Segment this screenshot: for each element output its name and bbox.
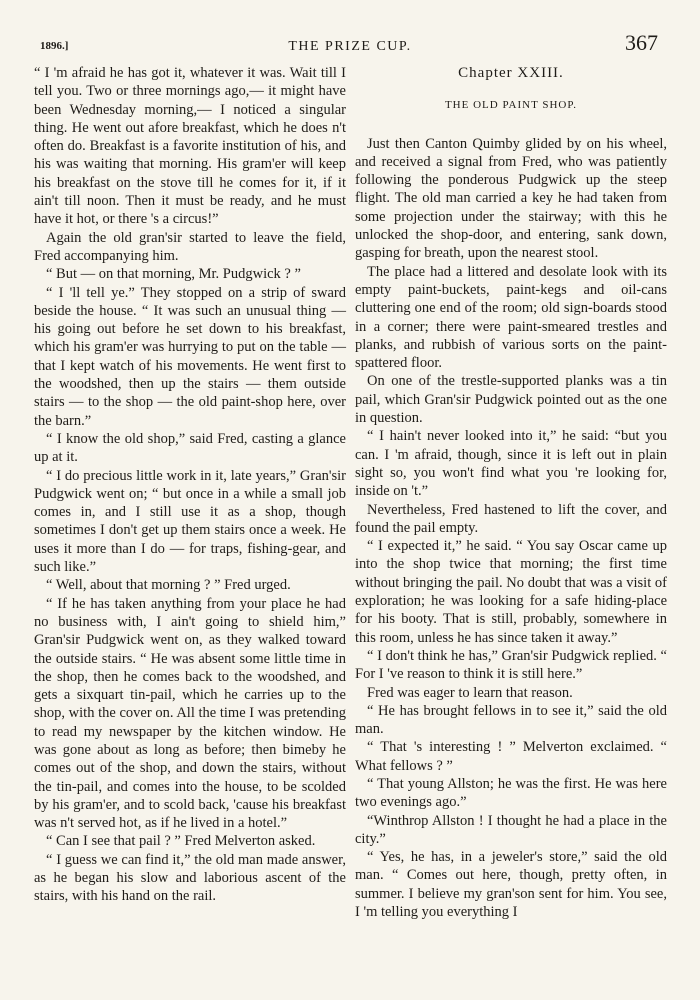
- chapter-title: Chapter XXIII.: [458, 65, 564, 81]
- paragraph: “ That 's interesting ! ” Melverton exclaimed. “ What fellows ? ”: [355, 739, 667, 774]
- right-column: [355, 64, 667, 921]
- page-number: 367: [625, 30, 658, 55]
- paragraph: Nevertheless, Fred hastened to lift the cover, and found the pail empty.: [355, 501, 667, 536]
- paragraph: “ Well, about that morning ? ” Fred urged.: [46, 577, 291, 594]
- paragraph: “ I hain't never looked into it,” he said: “but you can. I 'm afraid, though, since it is left out in plain sight so, you won't find what you 're looking for, inside on 't.”: [355, 428, 667, 500]
- paragraph: “ Can I see that pail ? ” Fred Melverton asked.: [46, 833, 316, 850]
- header-title: THE PRIZE CUP.: [288, 39, 412, 54]
- paragraph: “ I guess we can find it,” the old man made answer, as he began his slow and laborious ascent of the stairs, with his hand on the rail.: [34, 851, 346, 905]
- paragraph: “ I 'm afraid he has got it, whatever it was. Wait till I tell you. Two or three mornings ago,— it might have been Wednesday morning,— I noticed a singular thing. He went out afore breakfast, which he does n't often do. Breakfast is a favorite institution of his, and his was waiting that morning. His gram'er will keep his breakfast on the stove till he comes for it, if it ain't till noon. Then it must be ready, and he must have it hot, or there 's a circus!”: [34, 65, 346, 228]
- paragraph: “ That young Allston; he was the first. He was here two evenings ago.”: [355, 775, 667, 811]
- left-column: [34, 64, 346, 906]
- paragraph: “ I don't think he has,” Gran'sir Pudgwick replied. “ For I 've reason to think it is still here.”: [355, 647, 667, 683]
- chapter-subtitle: THE OLD PAINT SHOP.: [444, 99, 578, 112]
- paragraph: On one of the trestle-supported planks was a tin pail, which Gran'sir Pudgwick pointed out as the one in question.: [355, 373, 667, 427]
- paragraph: “ I 'll tell ye.” They stopped on a strip of sward beside the house. “ It was such an unusual thing — his going out before he set down to his breakfast, which his gram'er was hurrying to put on the table — that I kept watch of his movements. He went first to the woodshed, then up the stairs — them outside stairs — to the shop — the old paint-shop here, over the barn.”: [34, 284, 346, 429]
- paragraph: “ He has brought fellows in to see it,” said the old man.: [355, 702, 667, 738]
- paragraph: The place had a littered and desolate look with its empty paint-buckets, paint-kegs and oil-cans cluttering one end of the room; old sign-boards stood in a corner; there were paint-smeared trestles and planks, and rubbish of various sorts on the paint-spattered floor.: [355, 263, 667, 372]
- paragraph: “ I do precious little work in it, late years,” Gran'sir Pudgwick went on; “ but once in a while a small job comes in, and I still use it as a shop, though sometimes I don't get up them stairs once a week. He uses it more than I do — for traps, fishing-gear, and such like.”: [34, 467, 346, 576]
- paragraph: “ I know the old shop,” said Fred, casting a glance up at it.: [34, 430, 346, 466]
- paragraph: Just then Canton Quimby glided by on his wheel, and received a signal from Fred, who was patiently following the ponderous Pudgwick up the steep flight. The old man carried a key he had taken from some projection under the stairway; with this he unlocked the shop-door, and entering, sank down, gasping for breath, upon the nearest stool.: [355, 135, 667, 262]
- paragraph: “ But — on that morning, Mr. Pudgwick ? ”: [46, 266, 301, 283]
- paragraph: “ If he has taken anything from your place he had no business with, I ain't going to shield him,” Gran'sir Pudgwick went on, as they walked toward the outside stairs. “ He was absent some little time in the shop, then he comes back to the woodshed, and gets a sixquart tin-pail, which he carries up to the shop, with the cover on. All the time I was pretending to read my newspaper by the kitchen window. He was gone about as long as before; then bimeby he comes out of the shop, and down the stairs, without the tin-pail, and comes into the house, to be scolded by his gram'er, and to scold back, 'cause his breakfast was n't served hot, as if he lived in a hotel.”: [34, 595, 346, 832]
- paragraph: “Winthrop Allston ! I thought he had a place in the city.”: [355, 812, 667, 847]
- paragraph: “ Yes, he has, in a jeweler's store,” said the old man. “ Comes out here, though, pretty often, in summer. I believe my gran'son sent for him. You see, I 'm telling you everything I: [355, 849, 667, 921]
- paragraph: “ I expected it,” he said. “ You say Oscar came up into the shop twice that morning; the first time without bringing the pail. No doubt that was a visit of exploration; he was looking for a safe hiding-place for his booty. That is still, probably, somewhere in this room, unless he has since taken it away.”: [355, 538, 667, 646]
- paragraph: Again the old gran'sir started to leave the field, Fred accompanying him.: [34, 229, 346, 264]
- header-year: 1896.]: [40, 40, 69, 52]
- paragraph: Fred was eager to learn that reason.: [367, 684, 573, 701]
